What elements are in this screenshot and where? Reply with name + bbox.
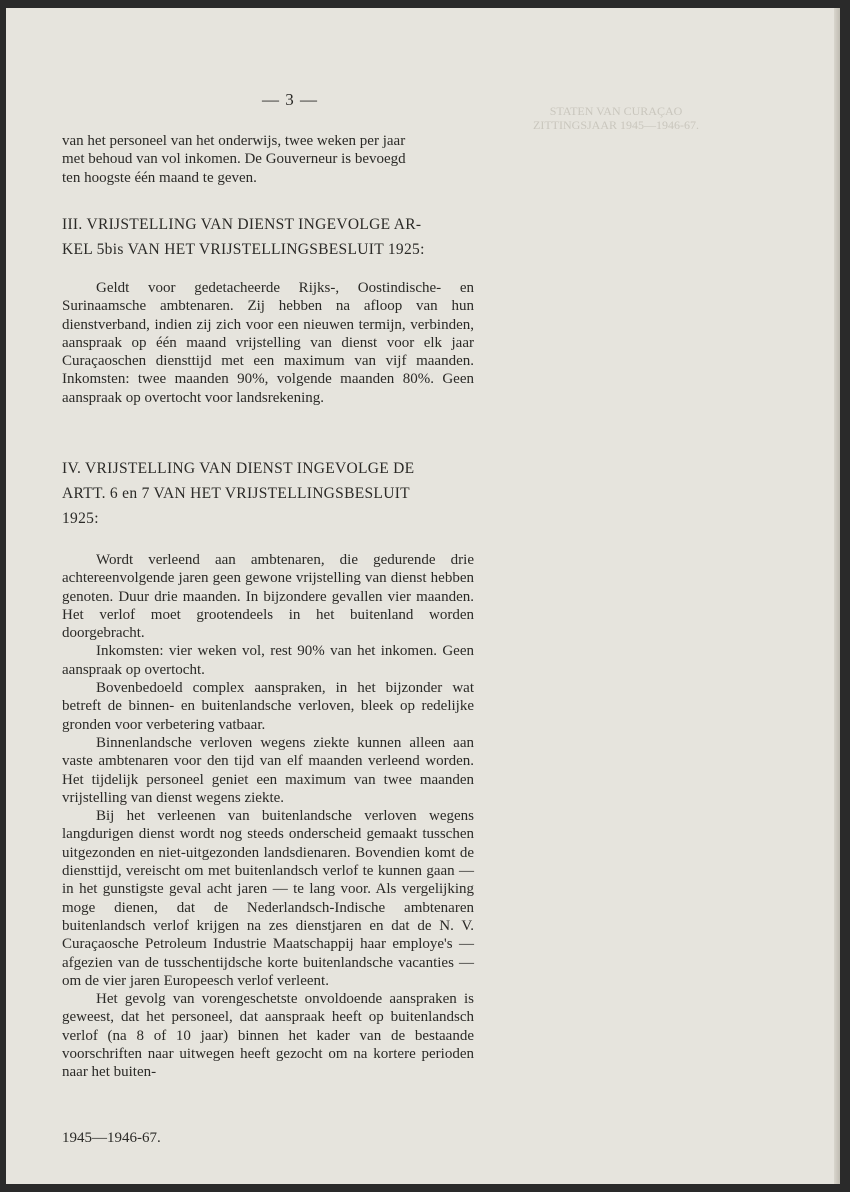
section-4-heading xyxy=(62,456,474,531)
intro-line: met behoud van vol inkomen. De Gouverneur is bevoegd xyxy=(62,151,406,168)
paragraph: Binnenlandsche verloven wegens ziekte kunnen alleen aan vaste ambtenaren voor den tijd van elf maanden verleend worden. Het tijdelijk personeel geniet een maximum van twee maanden vrijstelling van dienst wegens ziekte. xyxy=(62,734,474,806)
intro-line: van het personeel van het onderwijs, twee weken per jaar xyxy=(62,133,406,149)
heading-line: KEL 5bis VAN HET VRIJSTELLINGSBESLUIT 1925: xyxy=(62,241,425,258)
ghost-line-1: STATEN VAN CURAÇAO xyxy=(549,104,683,118)
section-3-heading xyxy=(62,212,474,262)
section-4-body xyxy=(62,551,474,1082)
document-page xyxy=(6,8,840,1184)
paragraph: Inkomsten: vier weken vol, rest 90% van het inkomen. Geen aanspraak op overtocht. xyxy=(62,643,474,678)
intro-line: ten hoogste één maand te geven. xyxy=(62,169,257,186)
paragraph: Het gevolg van vorengeschetste onvoldoende aanspraken is geweest, dat het personeel, dat aanspraak heeft op buitenlandsch verlof (na 8 of 10 jaar) binnen het kader van de bestaande voorschriften naar uitwegen heeft gezocht om na kortere perioden naar het buiten- xyxy=(62,991,474,1081)
heading-line: 1925: xyxy=(62,510,99,527)
page-number: — 3 — xyxy=(262,90,318,109)
section-3-paragraph: Geldt voor gedetacheerde Rijks-, Oostindische- en Surinaamsche ambtenaren. Zij hebben na afloop van hun dienstverband, indien zij zich voor een nieuwen termijn, verbinden, aanspraak op één maand vrijstelling van dienst voor elk jaar Curaçaoschen diensttijd met een maximum van vijf maanden. Inkomsten: twee maanden 90%, volgende maanden 80%. Geen aanspraak op overtocht voor landsrekening. xyxy=(62,280,474,406)
paragraph: Wordt verleend aan ambtenaren, die gedurende drie achtereenvolgende jaren geen gewone vrijstelling van dienst hebben genoten. Duur drie maanden. In bijzondere gevallen vier maanden. Het verlof moet grootendeels in het buitenland worden doorgebracht. xyxy=(62,552,474,642)
paragraph: Bij het verleenen van buitenlandsche verloven wegens langdurigen dienst wordt nog steeds onderscheid gemaakt tusschen uitgezonden en niet-uitgezonden landsdienaren. Bovendien komt de diensttijd, vereischt om met buitenlandsch verlof te kunnen gaan — in het gunstigste geval acht jaren — te lang voor. Als vergelijking moge dienen, dat de Nederlandsch-Indische ambtenaren buitenlandsch verlof krijgen na zes dienstjaren en dat de N. V. Curaçaosche Petroleum Industrie Maatschappij haar employe's — afgezien van de tusschentijdsche korte buitenlandsche vacanties — om de vier jaren Europeesch verlof verleent. xyxy=(62,808,474,989)
show-through-text xyxy=(496,104,736,132)
page-edge xyxy=(834,8,840,1184)
ghost-line-2: ZITTINGSJAAR 1945—1946-67. xyxy=(533,118,699,132)
heading-line: ARTT. 6 en 7 VAN HET VRIJSTELLINGSBESLUIT xyxy=(62,485,410,502)
paragraph: Bovenbedoeld complex aanspraken, in het bijzonder wat betreft de binnen- en buitenlandsche verloven, bleek op redelijke gronden voor verbetering vatbaar. xyxy=(62,680,474,733)
intro-paragraph xyxy=(62,132,474,187)
heading-line: III. VRIJSTELLING VAN DIENST INGEVOLGE AR- xyxy=(62,216,422,233)
heading-line: IV. VRIJSTELLING VAN DIENST INGEVOLGE DE xyxy=(62,460,415,477)
footer-session: 1945—1946-67. xyxy=(62,1130,161,1146)
